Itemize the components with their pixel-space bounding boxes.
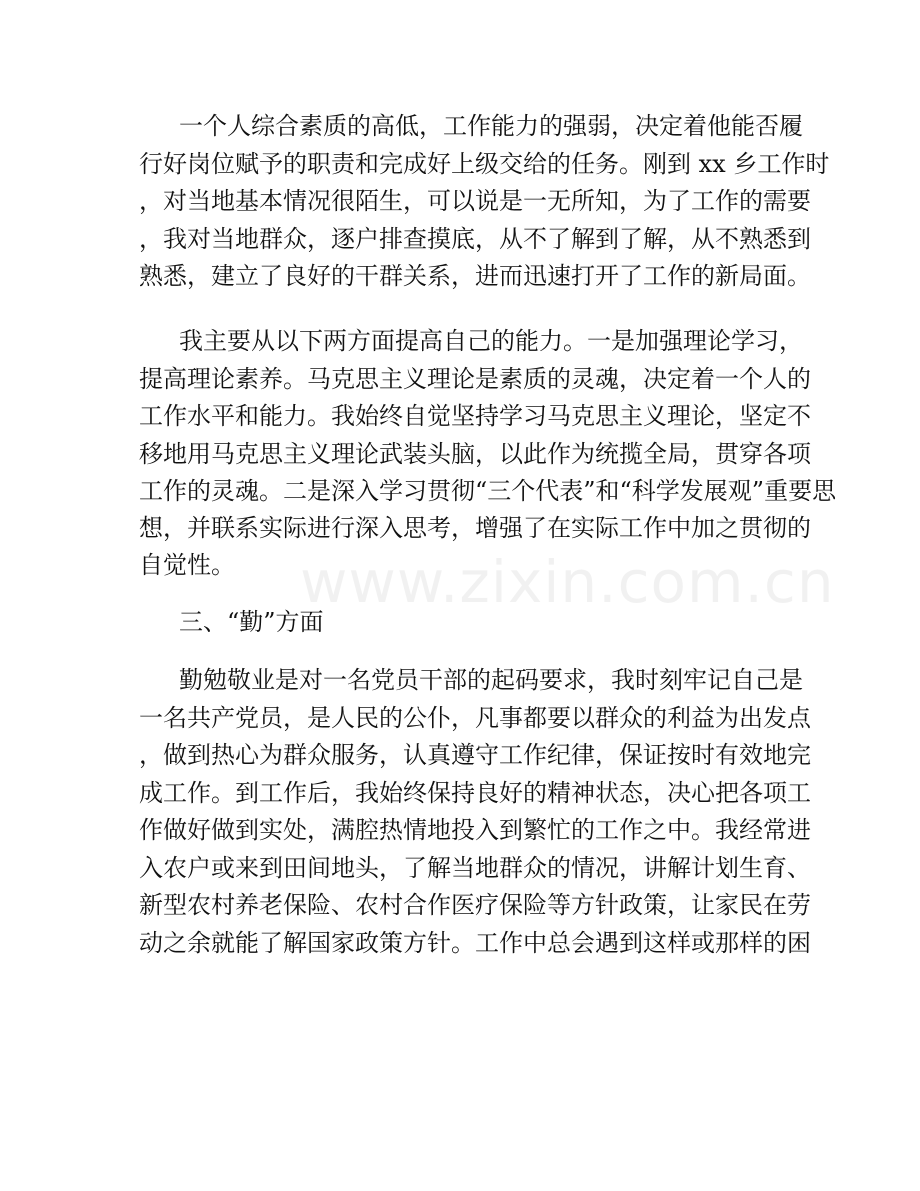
text-line: 自觉性。	[139, 551, 235, 579]
text-line: 想，并联系实际进行深入思考，增强了在实际工作中加之贯彻的	[139, 514, 811, 542]
text-line: 工作水平和能力。我始终自觉坚持学习马克思主义理论，坚定不	[139, 402, 811, 430]
text-line: ，我对当地群众，逐户排查摸底，从不了解到了解，从不熟悉到	[139, 225, 811, 253]
section-heading-text: 三、“勤”方面	[179, 608, 324, 636]
text-line: 移地用马克思主义理论武装头脑，以此作为统揽全局，贯穿各项	[139, 440, 811, 468]
watermark: www.zixin.com.cn	[300, 548, 835, 616]
text-line: 入农户或来到田间地头，了解当地群众的情况，讲解计划生育、	[139, 854, 811, 882]
text-line: 熟悉，建立了良好的干群关系，进而迅速打开了工作的新局面。	[139, 262, 811, 290]
text-line: 我主要从以下两方面提高自己的能力。一是加强理论学习，	[179, 327, 803, 355]
text-line: 一个人综合素质的高低，工作能力的强弱，决定着他能否履	[179, 112, 803, 140]
text-line: 成工作。到工作后，我始终保持良好的精神状态，决心把各项工	[139, 779, 811, 807]
text-line: 动之余就能了解国家政策方针。工作中总会遇到这样或那样的困	[139, 929, 811, 957]
text-line: 作做好做到实处，满腔热情地投入到繁忙的工作之中。我经常进	[139, 816, 811, 844]
text-line: ，对当地基本情况很陌生，可以说是一无所知，为了工作的需要	[139, 187, 811, 215]
text-line: 一名共产党员，是人民的公仆，凡事都要以群众的利益为出发点	[139, 704, 811, 732]
text-line: 工作的灵魂。二是深入学习贯彻“三个代表”和“科学发展观”重要思	[139, 477, 837, 505]
text-line: ，做到热心为群众服务，认真遵守工作纪律，保证按时有效地完	[139, 741, 811, 769]
text-line: 提高理论素养。马克思主义理论是素质的灵魂，决定着一个人的	[139, 365, 811, 393]
text-line: 勤勉敬业是对一名党员干部的起码要求，我时刻牢记自己是	[179, 666, 803, 694]
text-line: 新型农村养老保险、农村合作医疗保险等方针政策，让家民在劳	[139, 891, 811, 919]
text-line: 行好岗位赋予的职责和完成好上级交给的任务。刚到 xx 乡工作时	[139, 150, 830, 178]
